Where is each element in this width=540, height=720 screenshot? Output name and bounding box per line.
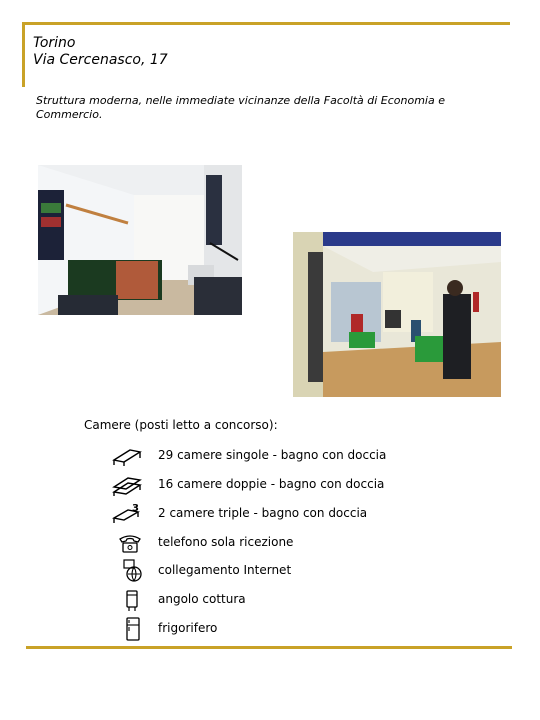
feature-label: frigorifero bbox=[158, 621, 218, 635]
triple-bed-icon bbox=[110, 502, 146, 526]
list-item bbox=[110, 588, 430, 612]
telephone-icon bbox=[110, 531, 146, 555]
bedroom-photo bbox=[38, 165, 242, 315]
list-item bbox=[110, 617, 430, 641]
city-title: Torino bbox=[33, 35, 76, 51]
left-rule bbox=[22, 22, 25, 87]
header bbox=[33, 35, 168, 69]
kitchenette-icon bbox=[110, 588, 146, 612]
address: Via Cercenasco, 17 bbox=[33, 52, 168, 68]
list-item bbox=[110, 502, 430, 526]
intro-text: Struttura moderna, nelle immediate vicinanze della Facoltà di Economia e Commercio. bbox=[36, 94, 445, 121]
feature-label: telefono sola ricezione bbox=[158, 535, 294, 549]
bottom-rule bbox=[26, 646, 512, 649]
feature-label: angolo cottura bbox=[158, 592, 246, 606]
list-item bbox=[110, 531, 430, 555]
list-item bbox=[110, 473, 430, 497]
feature-label: 29 camere singole - bagno con doccia bbox=[158, 448, 387, 462]
double-bed-icon bbox=[110, 473, 146, 497]
list-item bbox=[110, 559, 430, 583]
rooms-heading: Camere (posti letto a concorso): bbox=[84, 418, 278, 432]
list-item bbox=[110, 444, 430, 468]
common-room-photo bbox=[293, 232, 501, 397]
single-bed-icon bbox=[110, 444, 146, 468]
feature-label: 16 camere doppie - bagno con doccia bbox=[158, 477, 385, 491]
internet-icon bbox=[110, 559, 146, 583]
feature-label: 2 camere triple - bagno con doccia bbox=[158, 506, 368, 520]
feature-label: collegamento Internet bbox=[158, 563, 292, 577]
fridge-icon bbox=[110, 617, 146, 641]
svg-text:3: 3 bbox=[132, 503, 139, 514]
top-rule bbox=[22, 22, 510, 25]
